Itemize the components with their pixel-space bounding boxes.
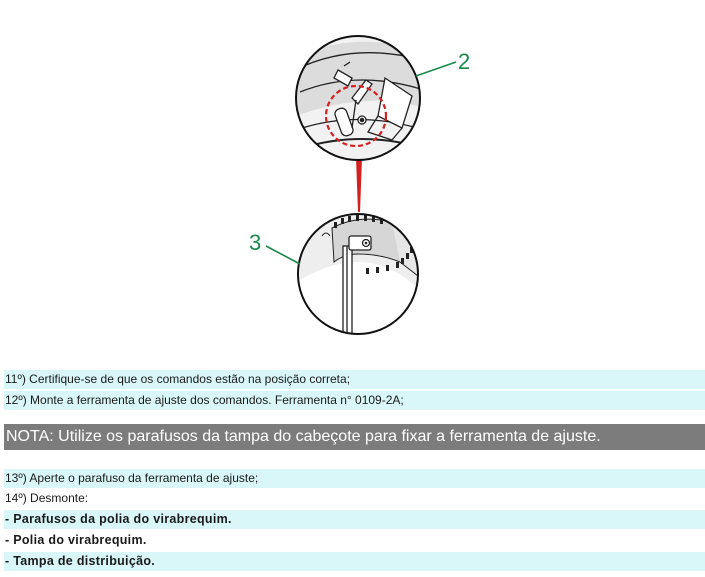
step-11: 11º) Certifique-se de que os comandos estão na posição correta; [4, 370, 705, 389]
camshaft-detail-magnifier [290, 36, 430, 160]
callout-2 [416, 49, 470, 76]
step-13: 13º) Aperte o parafuso da ferramenta de ajuste; [4, 469, 705, 488]
note-banner: NOTA: Utilize os parafusos da tampa do cabeçote para fixar a ferramenta de ajuste. [4, 424, 705, 450]
connector-line [356, 158, 362, 212]
remove-item-timing-cover: - Tampa de distribuição. [4, 552, 705, 571]
callout-3-label: 3 [249, 230, 262, 255]
step-12: 12º) Monte a ferramenta de ajuste dos comandos. Ferramenta n° 0109-2A; [4, 391, 705, 410]
callout-2-label: 2 [458, 49, 471, 74]
tool-detail-magnifier [298, 211, 420, 334]
callout-3 [249, 230, 300, 264]
remove-item-pulley: - Polia do virabrequim. [4, 531, 705, 550]
step-14: 14º) Desmonte: [4, 489, 705, 508]
remove-item-pulley-bolts: - Parafusos da polia do virabrequim. [4, 510, 705, 529]
